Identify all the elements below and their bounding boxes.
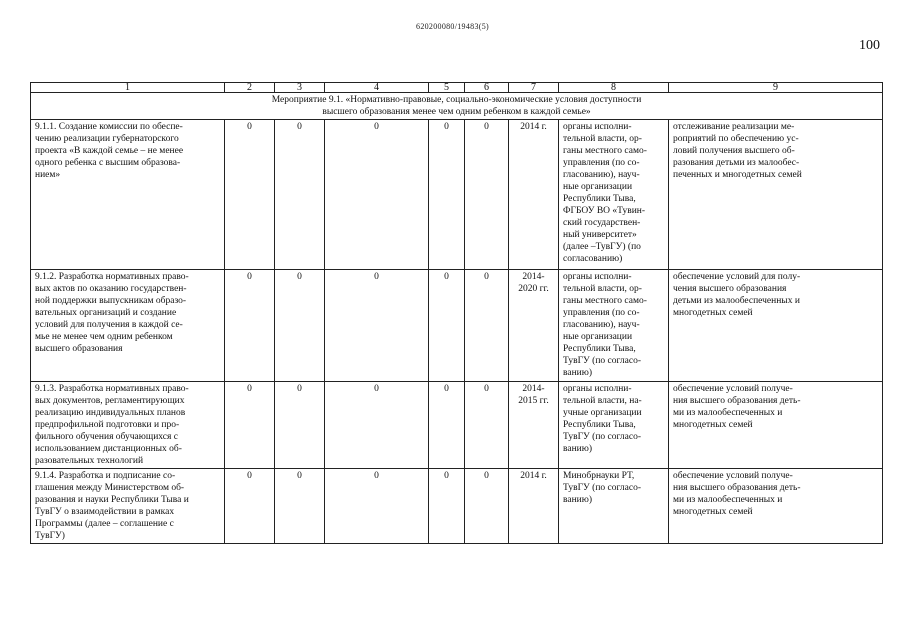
column-header: 3 [275,83,325,93]
column-header: 5 [429,83,465,93]
table-row [31,120,883,270]
executor-cell [559,469,669,544]
column-header: 2 [225,83,275,93]
column-header: 4 [325,83,429,93]
column-header: 9 [669,83,883,93]
period-text: 2014- 2015 гг. [518,384,549,406]
period-text: 2014- 2020 гг. [518,272,549,294]
table-row [31,469,883,544]
value-cell: 0 [225,382,275,469]
value-cell: 0 [325,270,429,382]
result-cell [669,469,883,544]
value-cell: 0 [225,120,275,270]
section-title [31,93,883,120]
value-cell: 0 [275,469,325,544]
value-cell: 0 [325,382,429,469]
executor-text: органы исполни- тельной власти, на- учные организации Республики Тыва, ТувГУ (по согласо- ванию) [563,384,642,454]
task-text: 9.1.2. Разработка нормативных право- вых актов по оказанию государствен- ной поддержки выпускникам образо- вательных организаций и создание условий для получения в каждой се- мье не менее чем одним ребенком высшего образования [35,272,189,354]
value-cell: 0 [275,382,325,469]
result-text: обеспечение условий получе- ния высшего образования деть- ми из малообеспеченных и многодетных семей [673,384,801,430]
value-cell: 0 [429,382,465,469]
task-cell [31,270,225,382]
task-text: 9.1.4. Разработка и подписание со- глашения между Министерством об- разования и науки Республики Тыва и ТувГУ о взаимодействии в рамках Программы (далее – соглашение с ТувГУ) [35,471,189,541]
value-cell: 0 [225,469,275,544]
column-header: 7 [509,83,559,93]
table-row [31,270,883,382]
result-text: обеспечение условий для полу- чения высшего образования детьми из малообеспеченных и многодетных семей [673,272,801,318]
period-text: 2014 г. [520,122,547,132]
task-text: 9.1.3. Разработка нормативных право- вых документов, регламентирующих реализацию индивидуальных планов предпрофильной подготовки и про- фильного обучения обучающихся с использованием дистанционных об- разовательных технологий [35,384,189,466]
executor-text: органы исполни- тельной власти, ор- ганы местного само- управления (по со- гласованию), науч- ные организации Республики Тыва, ТувГУ (по согласо- ванию) [563,272,647,378]
executor-cell [559,382,669,469]
executor-text: органы исполни- тельной власти, ор- ганы местного само- управления (по со- гласованию), науч- ные организации Республики Тыва, ФГБОУ ВО «Тувин- ский государствен- ный университет» (далее –ТувГУ) (по согласованию) [563,122,647,264]
section-row [31,93,883,120]
value-cell: 0 [275,120,325,270]
period-cell [509,382,559,469]
page-number: 100 [859,38,880,53]
section-title-line: Мероприятие 9.1. «Нормативно-правовые, социально-экономические условия доступности [271,95,642,105]
column-number-row [31,83,883,93]
document-id: 620200080/19483(5) [416,22,489,31]
executor-cell [559,120,669,270]
period-cell [509,469,559,544]
task-cell [31,469,225,544]
executor-cell [559,270,669,382]
value-cell: 0 [275,270,325,382]
value-cell: 0 [465,469,509,544]
table-row [31,382,883,469]
value-cell: 0 [465,120,509,270]
value-cell: 0 [325,469,429,544]
period-text: 2014 г. [520,471,547,481]
period-cell [509,120,559,270]
result-cell [669,120,883,270]
period-cell [509,270,559,382]
value-cell: 0 [465,382,509,469]
executor-text: Минобрнауки РТ, ТувГУ (по согласо- ванию) [563,471,641,505]
task-text: 9.1.1. Создание комиссии по обеспе- чению реализации губернаторского проекта «В каждой семье – не менее одного ребенка с высшим образова- нием» [35,122,184,180]
result-text: обеспечение условий получе- ния высшего образования деть- ми из малообеспеченных и многодетных семей [673,471,801,517]
column-header: 1 [31,83,225,93]
program-table [30,82,883,544]
result-cell [669,382,883,469]
result-cell [669,270,883,382]
column-header: 6 [465,83,509,93]
column-header: 8 [559,83,669,93]
task-cell [31,382,225,469]
value-cell: 0 [225,270,275,382]
value-cell: 0 [465,270,509,382]
value-cell: 0 [325,120,429,270]
value-cell: 0 [429,469,465,544]
result-text: отслеживание реализации ме- роприятий по обеспечению ус- ловий получения высшего об- разования детьми из малообес- печенных и многодетных семей [673,122,802,180]
value-cell: 0 [429,270,465,382]
section-title-line: высшего образования менее чем одним ребенком в каждой семье» [322,107,591,117]
task-cell [31,120,225,270]
value-cell: 0 [429,120,465,270]
